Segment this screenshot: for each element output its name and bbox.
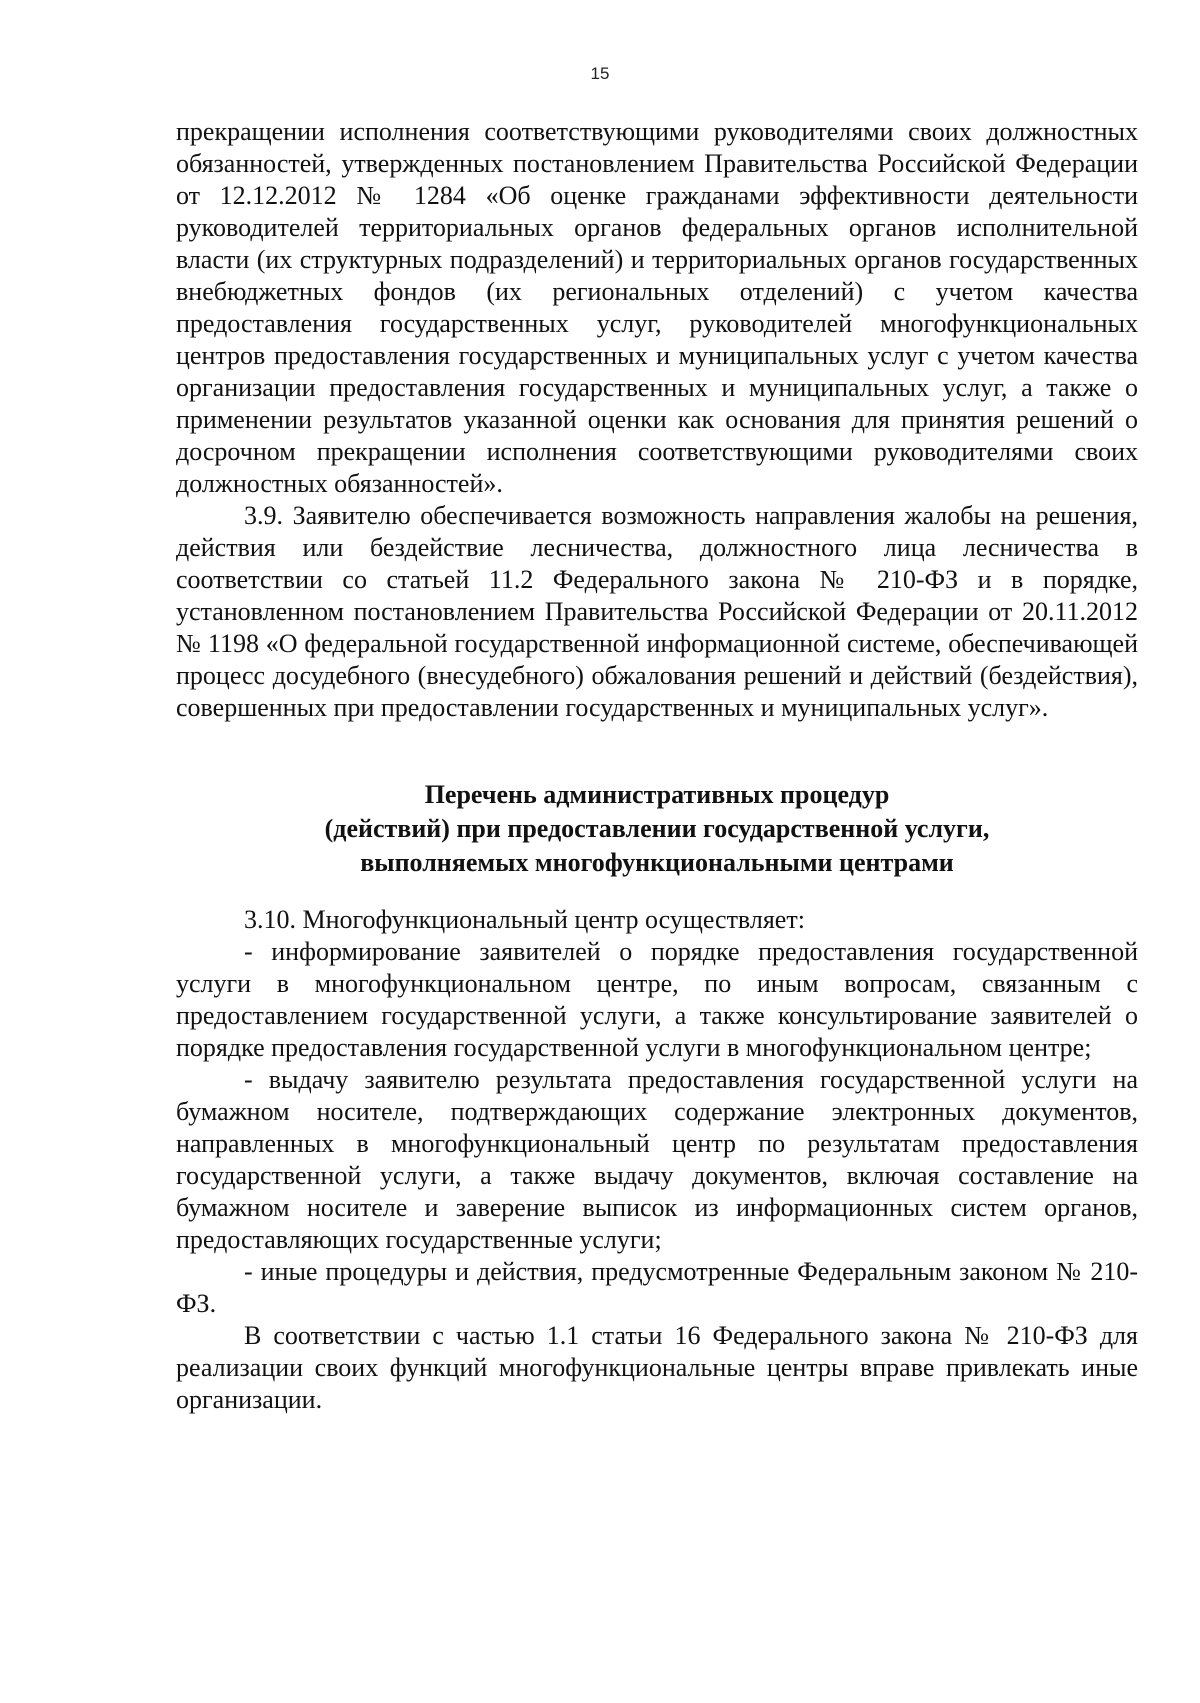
paragraph-3-9: 3.9. Заявителю обеспечивается возможность направления жалобы на решения, действия или бездействие лесничества, должностного лица лесничества в соответствии со статьей 11.2 Федерального закона № 210-ФЗ и в порядке, установленном постановлением Правительства Российской Федерации от 20.11.2012 № 1198 «О федеральной государственной информационной системе, обеспечивающей процесс досудебного (внесудебного) обжалования решений и действий (бездействия), совершенных при предоставлении государственных и муниципальных услуг». [176,501,1138,722]
list-item-issuing: - выдачу заявителю результата предоставления государственной услуги на бумажном носителе, подтверждающих содержание электронных документов, направленных в многофункциональный центр по результатам предоставления государственной услуги, а также выдачу документов, включая составление на бумажном носителе и заверение выписок из информационных систем органов, предоставляющих государственные услуги; [176,1065,1138,1254]
paragraph-3-10: 3.10. Многофункциональный центр осуществляет: [244,905,805,934]
list-item-informing: - информирование заявителей о порядке предоставления государственной услуги в многофункциональном центре, по иным вопросам, связанным с предоставлением государственной услуги, а также консультирование заявителей о порядке предоставления государственной услуги в многофункциональном центре; [176,937,1138,1062]
page-number: 15 [590,64,610,83]
section-heading-line-1: Перечень административных процедур [424,780,890,809]
section-heading-line-3: выполняемых многофункциональными центрами [360,848,954,877]
paragraph-other-organizations: В соответствии с частью 1.1 статьи 16 Федерального закона № 210-ФЗ для реализации своих функций многофункциональные центры вправе привлекать иные организации. [176,1321,1138,1414]
section-heading [176,778,1138,880]
list-item-other-procedures: - иные процедуры и действия, предусмотренные Федеральным законом № 210-ФЗ. [176,1257,1138,1318]
section-heading-line-2: (действий) при предоставлении государственной услуги, [324,814,990,843]
document-body [176,116,1138,1416]
paragraph-continuation: прекращении исполнения соответствующими руководителями своих должностных обязанностей, утвержденных постановлением Правительства Российской Федерации от 12.12.2012 № 1284 «Об оценке гражданами эффективности деятельности руководителей территориальных органов федеральных органов исполнительной власти (их структурных подразделений) и территориальных органов государственных внебюджетных фондов (их региональных отделений) с учетом качества предоставления государственных услуг, руководителей многофункциональных центров предоставления государственных и муниципальных услуг с учетом качества организации предоставления государственных и муниципальных услуг, а также о применении результатов указанной оценки как основания для принятия решений о досрочном прекращении исполнения соответствующими руководителями своих должностных обязанностей». [176,117,1138,498]
